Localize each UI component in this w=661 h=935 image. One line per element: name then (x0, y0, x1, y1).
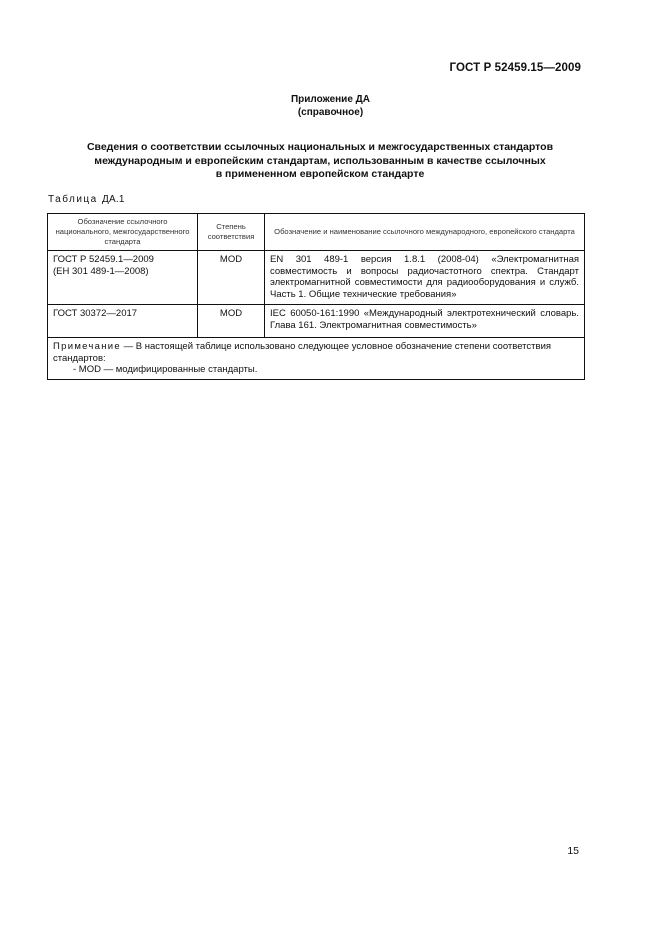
national-standard-equivalent: (ЕН 301 489-1—2008) (53, 265, 149, 277)
appendix-subtitle: (справочное) (297, 107, 364, 118)
table-row (48, 305, 585, 338)
note-body: — В настоящей таблице использовано следующее условное обозначение степени соответствия стандартов: (53, 341, 552, 364)
degree-cell: MOD (198, 305, 265, 338)
note-text (53, 341, 579, 364)
national-standard-cell (48, 305, 198, 338)
table-note-row (48, 338, 585, 380)
table-note (48, 338, 585, 380)
page-number: 15 (567, 845, 579, 857)
column-header: Обозначение и наименование ссылочного международного, европейского стандарта (265, 214, 585, 251)
table-caption (48, 194, 125, 205)
note-item: - MOD — модифицированные стандарты. (73, 364, 258, 375)
national-standard: ГОСТ Р 52459.1—2009 (53, 254, 154, 265)
reference-table (47, 213, 585, 380)
column-header: Степень соответствия (198, 214, 265, 251)
heading-line: Сведения о соответствии ссылочных национальных и межгосударственных стандартов (86, 141, 554, 153)
table-caption-word: Таблица (48, 194, 98, 205)
reference-standard-cell: IEC 60050-161:1990 «Международный электротехнический словарь. Глава 161. Электромагнитная совместимость» (265, 305, 585, 338)
appendix-title: Приложение ДА (290, 94, 371, 105)
note-label: Примечание (53, 341, 121, 352)
national-standard: ГОСТ 30372—2017 (53, 308, 138, 319)
reference-standard-cell: EN 301 489-1 версия 1.8.1 (2008-04) «Электромагнитная совместимость и вопросы радиочастотного спектра. Стандарт электромагнитной совместимости для радиооборудования и служб. Часть 1. Общие технические требования» (265, 251, 585, 305)
table-header-row (48, 214, 585, 251)
degree-cell: MOD (198, 251, 265, 305)
section-heading (55, 141, 585, 182)
table-caption-number: ДА.1 (102, 194, 125, 205)
document-code: ГОСТ Р 52459.15—2009 (449, 62, 581, 74)
table-row (48, 251, 585, 305)
column-header: Обозначение ссылочного национального, межгосударственного стандарта (48, 214, 198, 251)
heading-line: международным и европейским стандартам, использованным в качестве ссылочных (94, 154, 546, 167)
heading-line: в примененном европейском стандарте (215, 168, 425, 180)
appendix-header (0, 93, 661, 119)
national-standard-cell (48, 251, 198, 305)
